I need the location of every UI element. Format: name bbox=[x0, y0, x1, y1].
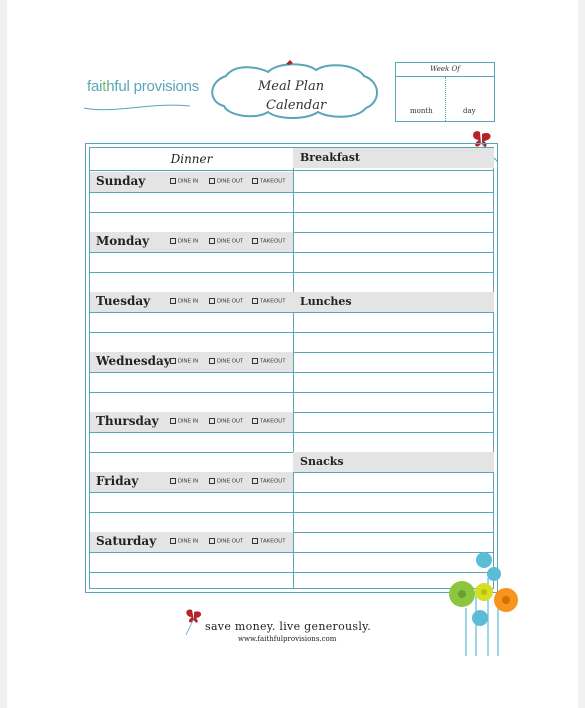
week-month-label: month bbox=[410, 107, 433, 115]
day-name: Saturday bbox=[96, 534, 157, 548]
line bbox=[293, 352, 494, 353]
line bbox=[293, 252, 494, 253]
day-row-wednesday bbox=[90, 352, 293, 372]
day-name: Tuesday bbox=[96, 294, 151, 308]
line bbox=[90, 392, 293, 393]
takeout-checkbox[interactable]: TAKEOUT bbox=[252, 238, 286, 244]
line bbox=[90, 192, 293, 193]
dine-in-checkbox[interactable]: DINE IN bbox=[170, 238, 198, 244]
line bbox=[293, 232, 494, 233]
line bbox=[90, 212, 293, 213]
takeout-checkbox[interactable]: TAKEOUT bbox=[252, 478, 286, 484]
dine-out-checkbox[interactable]: DINE OUT bbox=[209, 478, 243, 484]
line bbox=[293, 372, 494, 373]
dine-in-checkbox[interactable]: DINE IN bbox=[170, 178, 198, 184]
week-of-label: Week Of bbox=[430, 65, 460, 73]
lunches-label: Lunches bbox=[300, 295, 352, 308]
day-row-tuesday bbox=[90, 292, 293, 312]
line bbox=[90, 272, 293, 273]
dine-out-checkbox[interactable]: DINE OUT bbox=[209, 358, 243, 364]
breakfast-header bbox=[293, 148, 494, 168]
logo-cross: t bbox=[102, 78, 107, 95]
flowers-illustration-icon bbox=[440, 548, 522, 660]
footer-url[interactable]: www.faithfulprovisions.com bbox=[238, 635, 337, 643]
takeout-checkbox[interactable]: TAKEOUT bbox=[252, 418, 286, 424]
dine-in-checkbox[interactable]: DINE IN bbox=[170, 478, 198, 484]
dine-in-checkbox[interactable]: DINE IN bbox=[170, 358, 198, 364]
dine-out-checkbox[interactable]: DINE OUT bbox=[209, 178, 243, 184]
line bbox=[90, 372, 293, 373]
day-row-monday bbox=[90, 232, 293, 252]
lunches-header bbox=[293, 292, 494, 312]
snacks-label: Snacks bbox=[300, 455, 344, 468]
line bbox=[293, 532, 494, 533]
breakfast-label: Breakfast bbox=[300, 151, 360, 164]
line bbox=[90, 452, 293, 453]
title-line1: Meal Plan bbox=[258, 79, 325, 94]
line bbox=[293, 312, 494, 313]
line bbox=[90, 552, 293, 553]
day-row-friday bbox=[90, 472, 293, 492]
line bbox=[293, 332, 494, 333]
dine-in-checkbox[interactable]: DINE IN bbox=[170, 418, 198, 424]
dine-out-checkbox[interactable]: DINE OUT bbox=[209, 238, 243, 244]
line bbox=[90, 512, 293, 513]
line bbox=[293, 472, 494, 473]
footer-tagline: save money. live generously. bbox=[205, 620, 371, 633]
line bbox=[293, 192, 494, 193]
title-line2: Calendar bbox=[266, 98, 327, 113]
line bbox=[90, 332, 293, 333]
snacks-header bbox=[293, 452, 494, 472]
line bbox=[293, 392, 494, 393]
week-vertical-divider bbox=[445, 77, 446, 121]
line bbox=[293, 212, 494, 213]
day-name: Wednesday bbox=[96, 354, 171, 368]
line bbox=[293, 512, 494, 513]
week-of-box bbox=[395, 62, 495, 122]
line bbox=[293, 170, 494, 171]
line bbox=[90, 432, 293, 433]
day-name: Sunday bbox=[96, 174, 146, 188]
meal-grid bbox=[89, 147, 494, 589]
dine-in-checkbox[interactable]: DINE IN bbox=[170, 538, 198, 544]
dine-out-checkbox[interactable]: DINE OUT bbox=[209, 298, 243, 304]
line bbox=[293, 272, 494, 273]
line bbox=[90, 492, 293, 493]
line bbox=[90, 252, 293, 253]
dine-out-checkbox[interactable]: DINE OUT bbox=[209, 538, 243, 544]
dinner-head-line bbox=[90, 170, 293, 171]
takeout-checkbox[interactable]: TAKEOUT bbox=[252, 358, 286, 364]
day-row-thursday bbox=[90, 412, 293, 432]
line bbox=[293, 412, 494, 413]
dinner-heading: Dinner bbox=[170, 152, 213, 166]
logo bbox=[87, 78, 199, 95]
day-name: Thursday bbox=[96, 414, 159, 428]
day-name: Monday bbox=[96, 234, 150, 248]
takeout-checkbox[interactable]: TAKEOUT bbox=[252, 298, 286, 304]
line bbox=[90, 312, 293, 313]
logo-text-b: hful provisions bbox=[106, 78, 200, 95]
takeout-checkbox[interactable]: TAKEOUT bbox=[252, 178, 286, 184]
logo-text-a: fai bbox=[87, 78, 103, 95]
column-divider bbox=[293, 148, 294, 588]
line bbox=[293, 432, 494, 433]
footer-butterfly-icon bbox=[184, 607, 206, 637]
takeout-checkbox[interactable]: TAKEOUT bbox=[252, 538, 286, 544]
day-row-sunday bbox=[90, 172, 293, 192]
dine-out-checkbox[interactable]: DINE OUT bbox=[209, 418, 243, 424]
dine-in-checkbox[interactable]: DINE IN bbox=[170, 298, 198, 304]
week-day-label: day bbox=[463, 107, 476, 115]
line bbox=[293, 492, 494, 493]
day-row-saturday bbox=[90, 532, 293, 552]
line bbox=[90, 572, 293, 573]
logo-swirl-icon bbox=[82, 100, 192, 114]
day-name: Friday bbox=[96, 474, 139, 488]
